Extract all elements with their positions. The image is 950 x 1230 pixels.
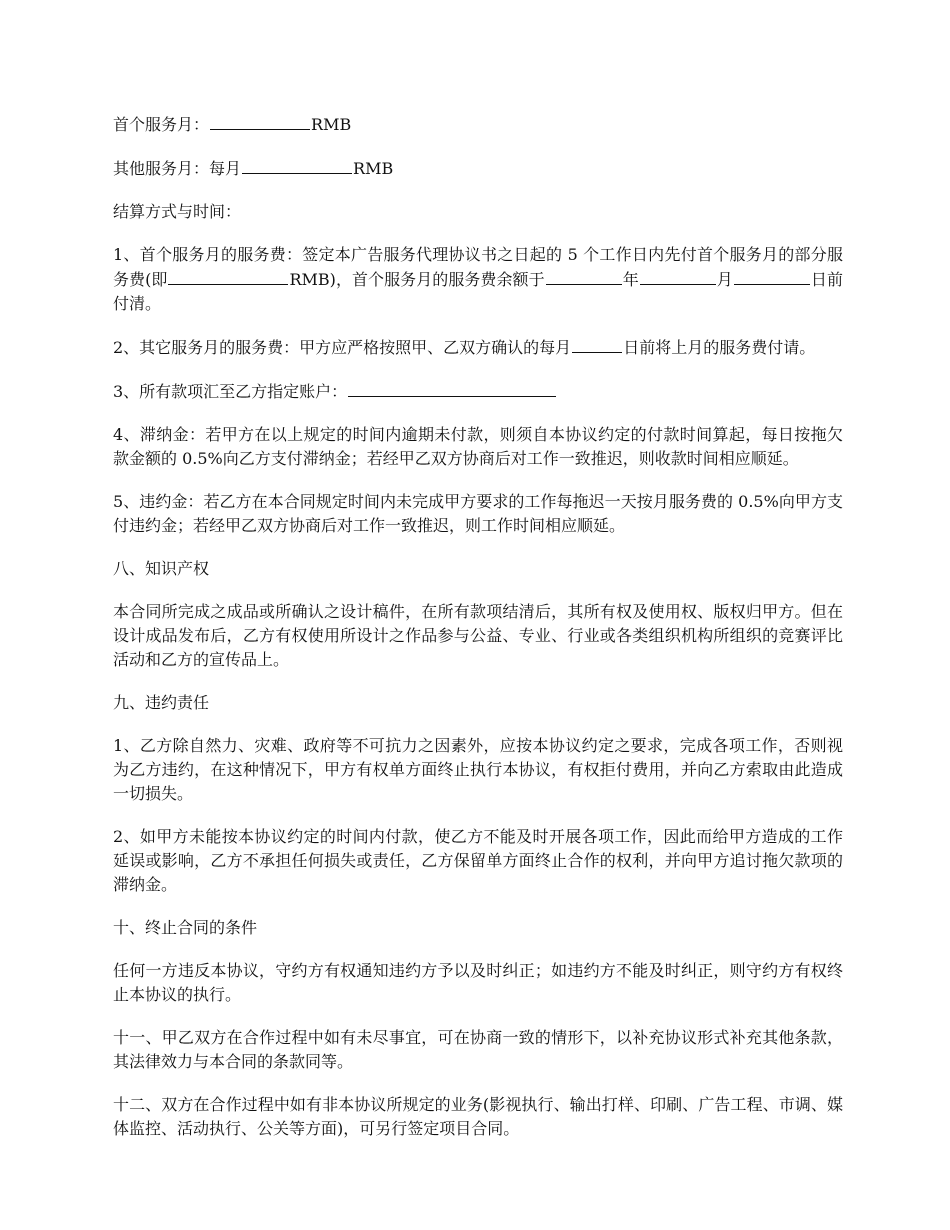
document-page (113, 112, 843, 1160)
other-month-amount-blank[interactable] (242, 156, 352, 174)
account-blank[interactable] (348, 379, 556, 397)
other-month-unit: RMB (353, 159, 394, 178)
other-month-label: 其他服务月：每月 (113, 159, 242, 178)
section-9-item-2: 2、如甲方未能按本协议约定的时间内付款，使乙方不能及时开展各项工作，因此而给甲方造成的工作延误或影响，乙方不承担任何损失或责任，乙方保留单方面终止合作的权利，并向甲方追讨拖欠款项的滞纳金。 (113, 827, 843, 894)
first-month-unit: RMB (311, 115, 352, 134)
settlement-item-3: 3、所有款项汇至乙方指定账户： (113, 379, 843, 404)
section-9-item-1: 1、乙方除自然力、灾难、政府等不可抗力之因素外，应按本协议约定之要求，完成各项工作，否则视为乙方违约，在这种情况下，甲方有权单方面终止执行本协议，有权拒付费用，并向乙方索取由此造成一切损失。 (113, 736, 843, 803)
section-10-heading: 十、终止合同的条件 (113, 918, 258, 937)
settlement-item-1: 1、首个服务月的服务费：签定本广告服务代理协议书之日起的 5 个工作日内先付首个服务月的部分服务费(即 RMB)，首个服务月的服务费余额于 年 月 日前付清。 (113, 245, 843, 313)
settlement-item-2: 2、其它服务月的服务费：甲方应严格按照甲、乙双方确认的每月 日前将上月的服务费付请。 (113, 335, 843, 360)
year-blank[interactable] (546, 267, 622, 285)
section-8-body: 本合同所完成之成品或所确认之设计稿件，在所有款项结清后，其所有权及使用权、版权归甲方。但在设计成品发布后，乙方有权使用所设计之作品参与公益、专业、行业或各类组织机构所组织的竞赛评比活动和乙方的宣传品上。 (113, 602, 843, 669)
section-12-body: 十二、双方在合作过程中如有非本协议所规定的业务(影视执行、输出打样、印刷、广告工程、市调、媒体监控、活动执行、公关等方面)，可另行签定项目合同。 (113, 1095, 843, 1138)
monthly-day-blank[interactable] (572, 335, 622, 353)
settlement-item-5: 5、违约金：若乙方在本合同规定时间内未完成甲方要求的工作每拖迟一天按月服务费的 0.5%向甲方支付违约金；若经甲乙双方协商后对工作一致推迟，则工作时间相应顺延。 (113, 492, 843, 535)
partial-fee-blank[interactable] (168, 267, 288, 285)
section-11-body: 十一、甲乙双方在合作过程中如有未尽事宜，可在协商一致的情形下，以补充协议形式补充其他条款，其法律效力与本合同的条款同等。 (113, 1028, 843, 1071)
first-month-amount-blank[interactable] (210, 112, 310, 130)
day-blank[interactable] (734, 267, 810, 285)
month-blank[interactable] (640, 267, 716, 285)
settlement-heading: 结算方式与时间： (113, 202, 242, 221)
section-9-heading: 九、违约责任 (113, 693, 210, 712)
settlement-item-4: 4、滞纳金：若甲方在以上规定的时间内逾期未付款，则须自本协议约定的付款时间算起，每日按拖欠款金额的 0.5%向乙方支付滞纳金；若经甲乙双方协商后对工作一致推迟，则收款时间相应顺延。 (113, 425, 843, 468)
first-month-fee (113, 112, 843, 137)
first-month-label: 首个服务月： (113, 115, 210, 134)
other-month-fee (113, 156, 843, 181)
section-8-heading: 八、知识产权 (113, 559, 210, 578)
section-10-body: 任何一方违反本协议，守约方有权通知违约方予以及时纠正；如违约方不能及时纠正，则守约方有权终止本协议的执行。 (113, 961, 843, 1004)
